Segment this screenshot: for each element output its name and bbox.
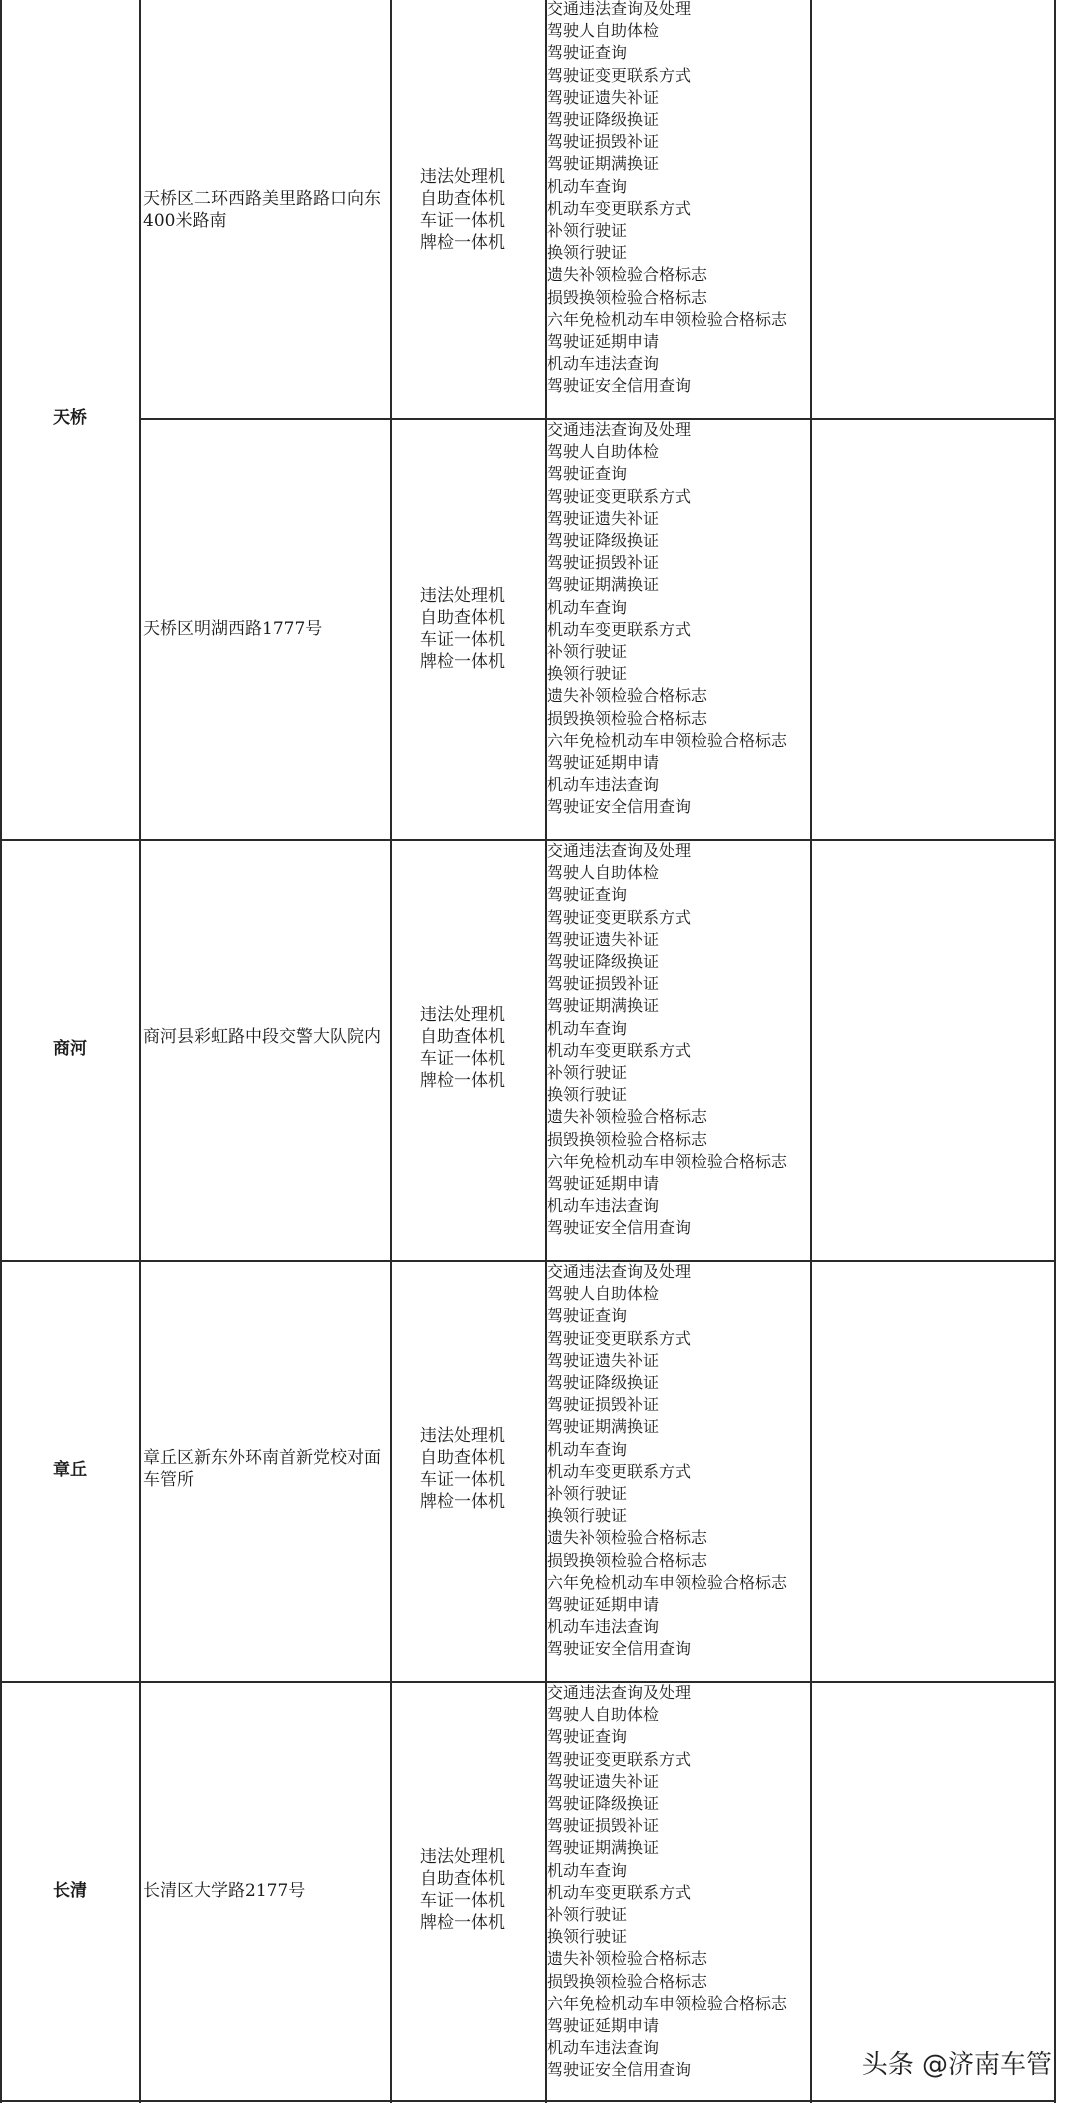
equipment-item: 车证一体机 [420, 1049, 505, 1069]
service-item: 驾驶证降级换证 [547, 531, 660, 551]
service-item: 补领行驶证 [547, 221, 628, 241]
service-item: 驾驶证延期申请 [547, 2016, 660, 2036]
address-text: 天桥区二环西路美里路路口向东400米路南 [143, 189, 381, 231]
table-border-right [1054, 0, 1056, 2103]
service-item: 机动车变更联系方式 [547, 1882, 692, 1902]
equipment-item: 牌检一体机 [420, 1492, 505, 1512]
services-cell [547, 1682, 812, 2082]
service-item: 交通违法查询及处理 [547, 420, 692, 439]
watermark-handle: @济南车管 [921, 2050, 1052, 2080]
row-divider-4 [0, 1681, 1056, 1683]
service-item: 驾驶人自助体检 [547, 1284, 660, 1304]
address-text: 天桥区明湖西路1777号 [143, 619, 323, 639]
service-item: 驾驶证损毁补证 [547, 553, 660, 573]
service-item: 驾驶证期满换证 [547, 1838, 660, 1858]
service-item: 驾驶人自助体检 [547, 863, 660, 883]
service-item: 机动车违法查询 [547, 775, 660, 795]
service-item: 机动车查询 [547, 1018, 628, 1038]
service-item: 换领行驶证 [547, 1927, 628, 1947]
service-item: 驾驶人自助体检 [547, 1705, 660, 1725]
service-item: 驾驶证期满换证 [547, 575, 660, 595]
service-item: 驾驶证变更联系方式 [547, 907, 692, 927]
service-item: 驾驶证安全信用查询 [547, 1218, 692, 1238]
service-item: 损毁换领检验合格标志 [547, 708, 708, 728]
service-item: 驾驶证遗失补证 [547, 508, 660, 528]
services-cell [547, 419, 812, 819]
equipment-item: 自助查体机 [420, 1448, 505, 1468]
equipment-item: 违法处理机 [420, 1847, 505, 1867]
service-item: 驾驶人自助体检 [547, 21, 660, 41]
address-cell [143, 188, 389, 232]
service-item: 机动车变更联系方式 [547, 1040, 692, 1060]
equipment-item: 自助查体机 [420, 608, 505, 628]
service-item: 驾驶证变更联系方式 [547, 1328, 692, 1348]
service-item: 交通违法查询及处理 [547, 0, 692, 18]
address-text: 章丘区新东外环南首新党校对面车管所 [143, 1448, 381, 1490]
service-item: 驾驶证安全信用查询 [547, 2060, 692, 2080]
service-item: 补领行驶证 [547, 1484, 628, 1504]
service-item: 补领行驶证 [547, 642, 628, 662]
watermark-prefix: 头条 [861, 2050, 914, 2080]
service-item: 驾驶证安全信用查询 [547, 376, 692, 396]
service-item: 驾驶证损毁补证 [547, 1816, 660, 1836]
address-text: 长清区大学路2177号 [143, 1881, 306, 1901]
service-item: 损毁换领检验合格标志 [547, 1129, 708, 1149]
service-item: 六年免检机动车申领检验合格标志 [547, 1993, 788, 2013]
row-divider-3 [0, 1260, 1056, 1262]
service-item: 驾驶证查询 [547, 464, 628, 484]
row-divider-2 [0, 839, 1056, 841]
service-item: 换领行驶证 [547, 1506, 628, 1526]
service-item: 驾驶证延期申请 [547, 753, 660, 773]
service-item: 补领行驶证 [547, 1905, 628, 1925]
service-item: 交通违法查询及处理 [547, 841, 692, 860]
service-item: 驾驶证变更联系方式 [547, 486, 692, 506]
equipment-item: 牌检一体机 [420, 233, 505, 253]
address-text: 商河县彩虹路中段交警大队院内 [143, 1027, 381, 1047]
service-item: 驾驶证期满换证 [547, 996, 660, 1016]
service-item: 驾驶证变更联系方式 [547, 65, 692, 85]
services-cell [547, 0, 812, 398]
service-item: 损毁换领检验合格标志 [547, 1550, 708, 1570]
equipment-cell [420, 1425, 550, 1513]
service-item: 驾驶证查询 [547, 885, 628, 905]
service-item: 机动车查询 [547, 1439, 628, 1459]
equipment-item: 违法处理机 [420, 586, 505, 606]
service-item: 驾驶证降级换证 [547, 1794, 660, 1814]
service-item: 机动车违法查询 [547, 354, 660, 374]
source-watermark [862, 2044, 1052, 2081]
equipment-item: 车证一体机 [420, 211, 505, 231]
district-label: 长清 [53, 1881, 87, 1901]
service-item: 驾驶证遗失补证 [547, 1771, 660, 1791]
service-item: 机动车变更联系方式 [547, 198, 692, 218]
service-item: 驾驶证延期申请 [547, 332, 660, 352]
equipment-item: 违法处理机 [420, 1005, 505, 1025]
service-item: 遗失补领检验合格标志 [547, 1528, 708, 1548]
service-item: 驾驶证期满换证 [547, 1417, 660, 1437]
service-item: 驾驶证延期申请 [547, 1595, 660, 1615]
service-item: 遗失补领检验合格标志 [547, 1107, 708, 1127]
service-item: 损毁换领检验合格标志 [547, 287, 708, 307]
equipment-cell [420, 585, 550, 673]
service-item: 补领行驶证 [547, 1063, 628, 1083]
equipment-item: 车证一体机 [420, 1470, 505, 1490]
service-item: 遗失补领检验合格标志 [547, 686, 708, 706]
service-item: 驾驶证变更联系方式 [547, 1749, 692, 1769]
address-cell [143, 1026, 389, 1048]
equipment-item: 违法处理机 [420, 167, 505, 187]
service-item: 驾驶证遗失补证 [547, 1350, 660, 1370]
equipment-cell [420, 1004, 550, 1092]
service-item: 驾驶证损毁补证 [547, 132, 660, 152]
service-item: 换领行驶证 [547, 664, 628, 684]
service-item: 遗失补领检验合格标志 [547, 265, 708, 285]
service-item: 机动车查询 [547, 597, 628, 617]
service-item: 换领行驶证 [547, 1085, 628, 1105]
service-item: 机动车查询 [547, 176, 628, 196]
service-item: 六年免检机动车申领检验合格标志 [547, 1151, 788, 1171]
service-item: 交通违法查询及处理 [547, 1262, 692, 1281]
district-label: 天桥 [53, 408, 87, 428]
address-cell [143, 1880, 389, 1902]
table-border-bottom [0, 2100, 1056, 2102]
service-item: 六年免检机动车申领检验合格标志 [547, 309, 788, 329]
equipment-item: 车证一体机 [420, 1891, 505, 1911]
equipment-item: 牌检一体机 [420, 1071, 505, 1091]
service-item: 驾驶证期满换证 [547, 154, 660, 174]
equipment-item: 自助查体机 [420, 1027, 505, 1047]
service-item: 机动车变更联系方式 [547, 1461, 692, 1481]
service-item: 机动车违法查询 [547, 1196, 660, 1216]
service-item: 驾驶证查询 [547, 1727, 628, 1747]
district-label: 商河 [53, 1039, 87, 1059]
services-cell [547, 840, 812, 1240]
service-item: 驾驶人自助体检 [547, 442, 660, 462]
services-cell [547, 1261, 812, 1661]
equipment-item: 自助查体机 [420, 189, 505, 209]
equipment-item: 车证一体机 [420, 630, 505, 650]
service-item: 驾驶证损毁补证 [547, 1395, 660, 1415]
service-item: 机动车查询 [547, 1860, 628, 1880]
service-item: 驾驶证遗失补证 [547, 87, 660, 107]
equipment-item: 自助查体机 [420, 1869, 505, 1889]
district-label: 章丘 [53, 1460, 87, 1480]
service-item: 驾驶证降级换证 [547, 110, 660, 130]
service-item: 交通违法查询及处理 [547, 1683, 692, 1702]
equipment-item: 违法处理机 [420, 1426, 505, 1446]
service-item: 驾驶证查询 [547, 43, 628, 63]
equipment-item: 牌检一体机 [420, 652, 505, 672]
service-item: 驾驶证遗失补证 [547, 929, 660, 949]
service-item: 机动车违法查询 [547, 2038, 660, 2058]
service-item: 六年免检机动车申领检验合格标志 [547, 1572, 788, 1592]
service-item: 机动车变更联系方式 [547, 619, 692, 639]
service-item: 驾驶证安全信用查询 [547, 797, 692, 817]
service-item: 驾驶证降级换证 [547, 952, 660, 972]
service-item: 机动车违法查询 [547, 1617, 660, 1637]
service-item: 驾驶证延期申请 [547, 1174, 660, 1194]
address-cell [143, 618, 389, 640]
service-item: 换领行驶证 [547, 243, 628, 263]
service-item: 六年免检机动车申领检验合格标志 [547, 730, 788, 750]
service-item: 驾驶证查询 [547, 1306, 628, 1326]
equipment-cell [420, 166, 550, 254]
address-cell [143, 1447, 389, 1491]
service-item: 损毁换领检验合格标志 [547, 1971, 708, 1991]
equipment-item: 牌检一体机 [420, 1913, 505, 1933]
service-item: 驾驶证损毁补证 [547, 974, 660, 994]
service-item: 驾驶证降级换证 [547, 1373, 660, 1393]
service-item: 遗失补领检验合格标志 [547, 1949, 708, 1969]
column-divider-2 [390, 0, 392, 2103]
service-item: 驾驶证安全信用查询 [547, 1639, 692, 1659]
equipment-cell [420, 1846, 550, 1934]
